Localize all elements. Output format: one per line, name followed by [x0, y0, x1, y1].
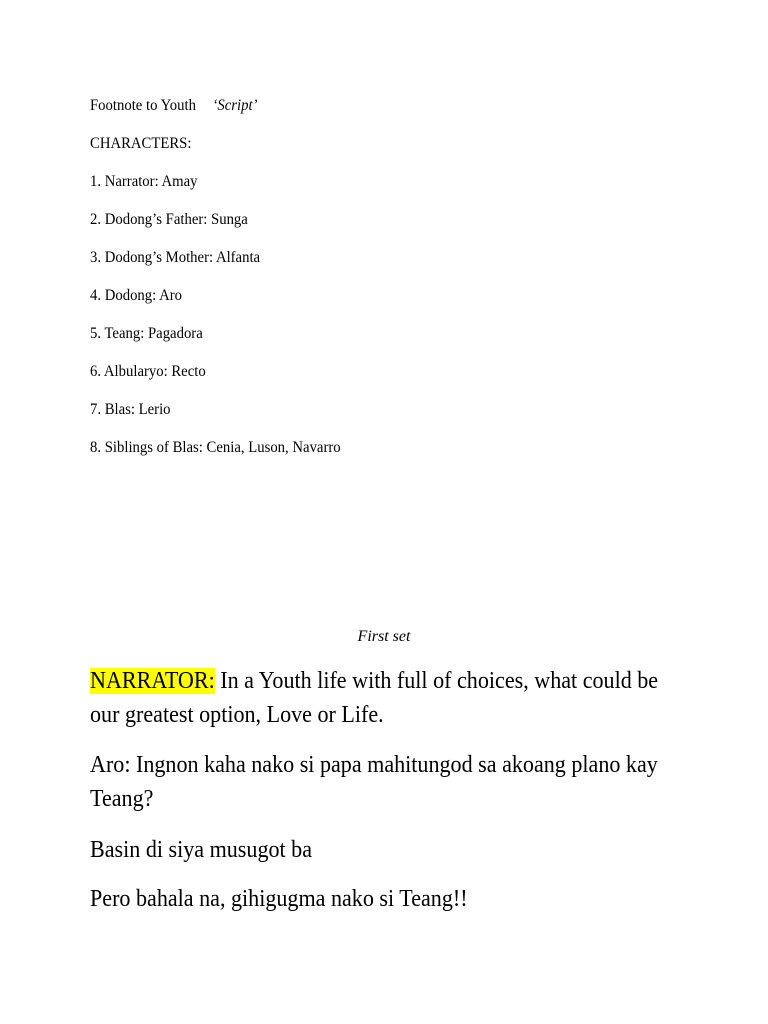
character-item: 4. Dodong: Aro [90, 287, 182, 304]
title-script-label: ‘Script’ [212, 97, 258, 114]
dialogue-line-pero: Pero bahala na, gihigugma nako si Teang!! [90, 886, 468, 912]
narrator-text: In a Youth life with full of choices, what could be our greatest option, Love or Life. [90, 668, 659, 728]
dialogue-line-basin: Basin di siya musugot ba [90, 837, 313, 863]
character-item: 7. Blas: Lerio [90, 401, 171, 418]
document-title [90, 96, 257, 116]
character-item: 6. Albularyo: Recto [90, 363, 206, 380]
character-item: 3. Dodong’s Mother: Alfanta [90, 249, 261, 266]
character-item: 1. Narrator: Amay [90, 173, 198, 190]
narrator-label: NARRATOR: [90, 668, 215, 694]
character-item: 5. Teang: Pagadora [90, 325, 203, 342]
character-item: 8. Siblings of Blas: Cenia, Luson, Navarro [90, 439, 341, 456]
first-set-heading: First set [357, 628, 411, 645]
aro-line: Aro: Ingnon kaha nako si papa mahitungod sa akoang plano kay Teang? [90, 752, 658, 812]
character-item: 2. Dodong’s Father: Sunga [90, 211, 248, 228]
title-text: Footnote to Youth [90, 97, 196, 114]
character-list [90, 172, 362, 476]
narrator-line [90, 664, 660, 732]
characters-heading: CHARACTERS: [90, 135, 192, 152]
